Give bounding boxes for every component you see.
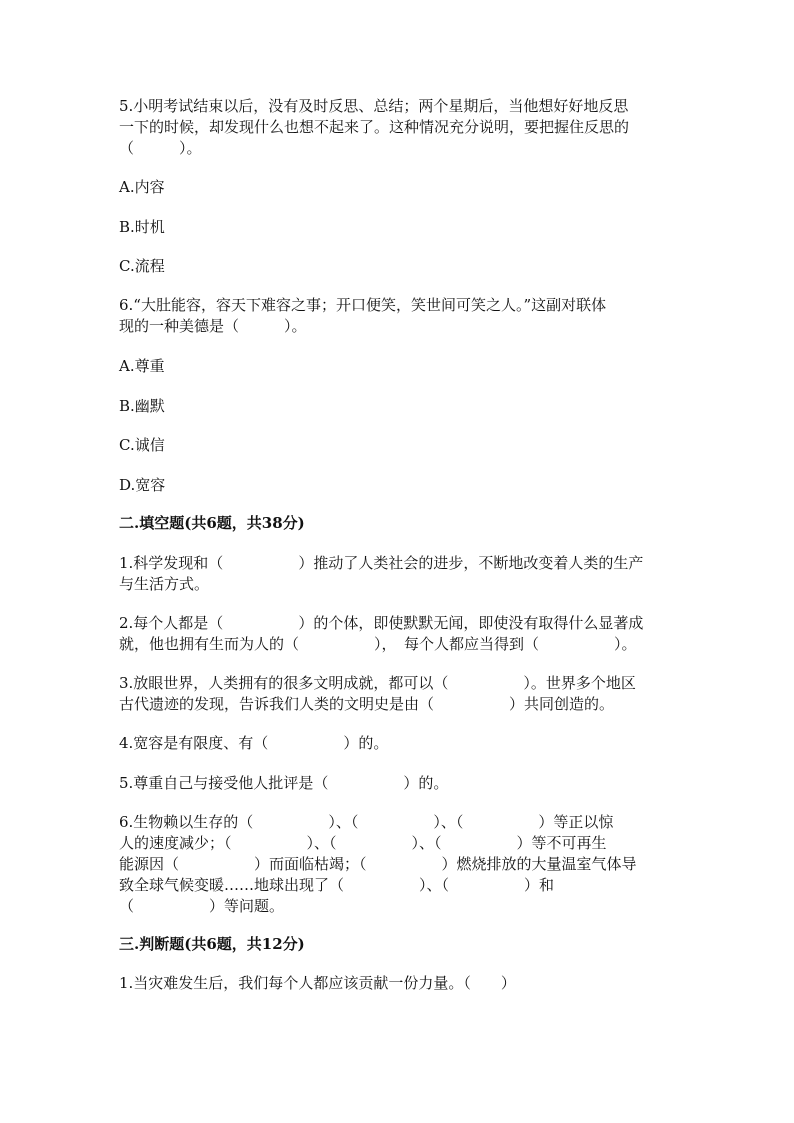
question-5	[119, 96, 679, 159]
option-b: B.幽默	[119, 397, 165, 415]
judge-question-1	[119, 973, 679, 994]
question-text-line: 人的速度减少；（ ）、（ ）、（ ）等不可再生	[119, 834, 607, 852]
question-text-line: 5.尊重自己与接受他人批评是（ ）的。	[119, 774, 449, 792]
question-text-line: 1.当灾难发生后，我们每个人都应该贡献一份力量。（ ）	[119, 974, 516, 992]
question-text-line: （ ）。	[119, 139, 202, 157]
option-b: B.时机	[119, 218, 165, 236]
question-6	[119, 295, 679, 337]
section-title-true-false: 三.判断题(共6题，共12分)	[119, 935, 305, 953]
fill-question-6	[119, 812, 679, 917]
fill-question-4	[119, 733, 679, 754]
question-text-line: 6.“大肚能容，容天下难容之事；开口便笑，笑世间可笑之人。”这副对联体	[119, 296, 607, 314]
option-d: D.宽容	[119, 476, 166, 494]
question-text-line: （ ）等问题。	[119, 897, 285, 915]
question-text-line: 就，他也拥有生而为人的（ ）， 每个人都应当得到（ ）。	[119, 635, 637, 653]
question-text-line: 6.生物赖以生存的（ ）、（ ）、（ ）等正以惊	[119, 813, 614, 831]
question-text-line: 一下的时候，却发现什么也想不起来了。这种情况充分说明，要把握住反思的	[119, 118, 630, 136]
question-text-line: 古代遗迹的发现，告诉我们人类的文明史是由（ ）共同创造的。	[119, 695, 615, 713]
question-text-line: 2.每个人都是（ ）的个体，即使默默无闻，即使没有取得什么显著成	[119, 614, 644, 632]
option-a: A.内容	[119, 178, 165, 196]
fill-question-2	[119, 613, 679, 655]
question-text-line: 现的一种美德是（ ）。	[119, 317, 307, 335]
question-text-line: 4.宽容是有限度、有（ ）的。	[119, 734, 389, 752]
question-text-line: 5.小明考试结束以后，没有及时反思、总结；两个星期后，当他想好好地反思	[119, 97, 629, 115]
fill-question-1	[119, 553, 679, 595]
section-title-fill-in: 二.填空题(共6题，共38分)	[119, 514, 305, 532]
fill-question-3	[119, 673, 679, 715]
question-text-line: 3.放眼世界，人类拥有的很多文明成就，都可以（ ）。世界多个地区	[119, 674, 636, 692]
option-a: A.尊重	[119, 357, 165, 375]
option-c: C.诚信	[119, 436, 165, 454]
question-text-line: 与生活方式。	[119, 575, 210, 593]
question-text-line: 1.科学发现和（ ）推动了人类社会的进步，不断地改变着人类的生产	[119, 554, 644, 572]
question-text-line: 致全球气候变暖……地球出现了（ ）、（ ）和	[119, 876, 555, 894]
fill-question-5	[119, 773, 679, 794]
question-text-line: 能源因（ ）而面临枯竭；（ ）燃烧排放的大量温室气体导	[119, 855, 637, 873]
option-c: C.流程	[119, 257, 165, 275]
